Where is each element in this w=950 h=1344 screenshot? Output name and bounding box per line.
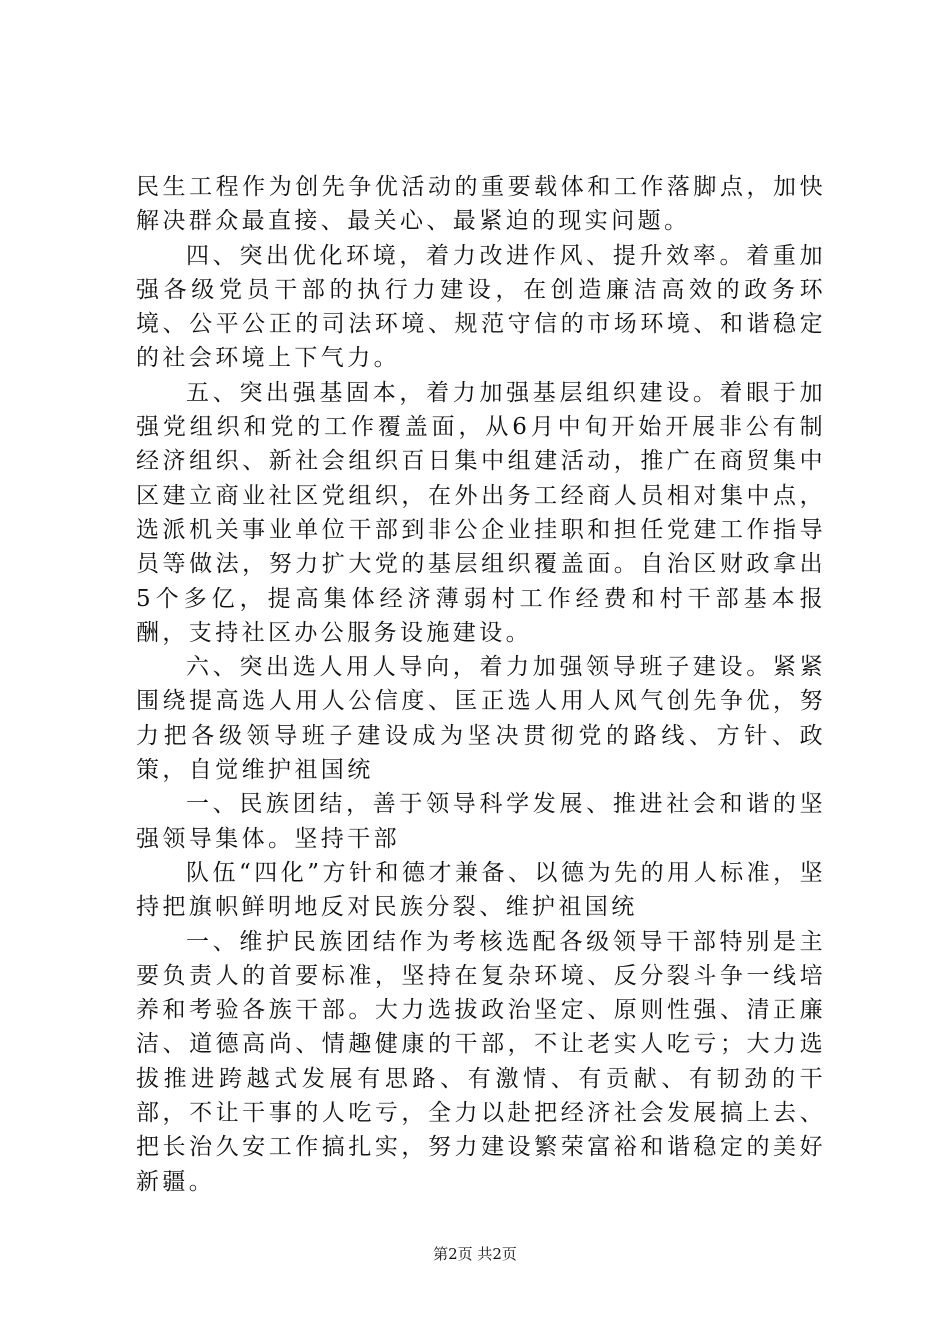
paragraph-5: 一、民族团结，善于领导科学发展、推进社会和谐的坚强领导集体。坚持干部	[136, 791, 826, 852]
paragraph-7: 一、维护民族团结作为考核选配各级领导干部特别是主要负责人的首要标准，坚持在复杂环境、反分裂斗争一线培养和考验各族干部。大力选拔政治坚定、原则性强、清正廉洁、道德高尚、情趣健康的干部，不让老实人吃亏；大力选拔推进跨越式发展有思路、有激情、有贡献、有韧劲的干部，不让干事的人吃亏，全力以赴把经济社会发展搞上去、把长治久安工作搞扎实，努力建设繁荣富裕和谐稳定的美好新疆。	[136, 928, 826, 1195]
paragraph-3: 五、突出强基固本，着力加强基层组织建设。着眼于加强党组织和党的工作覆盖面，从6月中旬开始开展非公有制经济组织、新社会组织百日集中组建活动，推广在商贸集中区建立商业社区党组织，在外出务工经商人员相对集中点，选派机关事业单位干部到非公企业挂职和担任党建工作指导员等做法，努力扩大党的基层组织覆盖面。自治区财政拿出5个多亿，提高集体经济薄弱村工作经费和村干部基本报酬，支持社区办公服务设施建设。	[136, 379, 826, 646]
page-footer	[0, 1244, 950, 1264]
paragraph-6: 队伍“四化”方针和德才兼备、以德为先的用人标准，坚持把旗帜鲜明地反对民族分裂、维护祖国统	[136, 859, 826, 921]
document-body	[136, 170, 826, 1199]
paragraph-2: 四、突出优化环境，着力改进作风、提升效率。着重加强各级党员干部的执行力建设，在创造廉洁高效的政务环境、公平公正的司法环境、规范守信的市场环境、和谐稳定的社会环境上下气力。	[136, 242, 826, 372]
paragraph-4: 六、突出选人用人导向，着力加强领导班子建设。紧紧围绕提高选人用人公信度、匡正选人用人风气创先争优，努力把各级领导班子建设成为坚决贯彻党的路线、方针、政策，自觉维护祖国统	[136, 654, 826, 784]
paragraph-1: 民生工程作为创先争优活动的重要载体和工作落脚点，加快解决群众最直接、最关心、最紧迫的现实问题。	[136, 174, 826, 235]
page-number-label: 第2页 共2页	[433, 1245, 517, 1263]
